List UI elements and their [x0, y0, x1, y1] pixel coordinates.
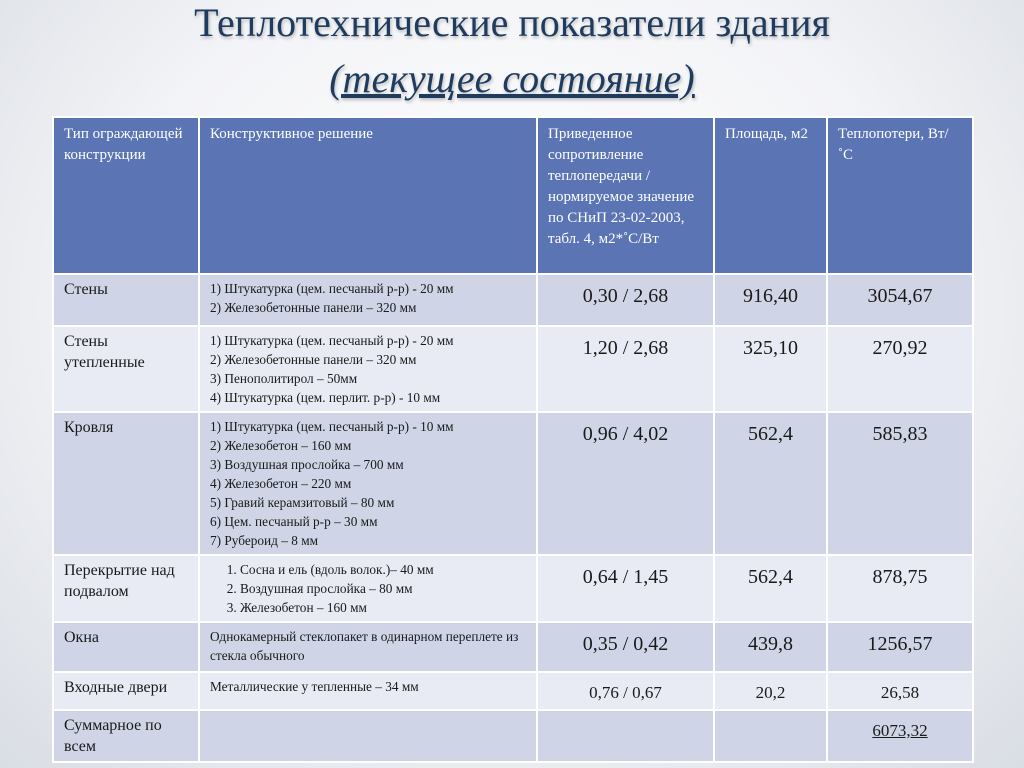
table-row-total [53, 710, 973, 762]
table-row [53, 555, 973, 622]
row-type: Стены утепленные [53, 326, 199, 412]
row-area-empty [714, 710, 827, 762]
table-row [53, 672, 973, 710]
title-main: Теплотехнические показатели здания [194, 0, 830, 45]
row-heat-loss: 1256,57 [827, 622, 973, 672]
layer-item: 1. Сосна и ель (вдоль волок.)– 40 мм [240, 560, 526, 579]
row-heat-loss: 26,58 [827, 672, 973, 710]
row-construction-empty [199, 710, 537, 762]
layer-item: 4) Штукатурка (цем. перлит. р-р) - 10 мм [210, 390, 441, 405]
slide-title [0, 0, 1024, 102]
row-construction [199, 412, 537, 555]
row-heat-loss-total [827, 710, 973, 762]
total-heat-loss: 6073,32 [872, 721, 928, 740]
row-area: 916,40 [714, 274, 827, 326]
row-area: 562,4 [714, 555, 827, 622]
row-construction [199, 555, 537, 622]
row-area: 562,4 [714, 412, 827, 555]
table-header-row [53, 117, 973, 274]
row-type: Кровля [53, 412, 199, 555]
row-type: Перекрытие над подвалом [53, 555, 199, 622]
layer-item: 7) Рубероид – 8 мм [210, 533, 319, 548]
row-type: Суммарное по всем [53, 710, 199, 762]
row-area: 439,8 [714, 622, 827, 672]
table-row [53, 622, 973, 672]
layer-item: 1) Штукатурка (цем. песчаный р-р) - 10 мм [210, 419, 454, 434]
table-row [53, 274, 973, 326]
layer-item: 6) Цем. песчаный р-р – 30 мм [210, 514, 378, 529]
table-row [53, 412, 973, 555]
row-construction: Металлические у тепленные – 34 мм [199, 672, 537, 710]
header-resistance: Приведенное сопротивление теплопередачи / нормируемое значение по СНиП 23-02-2003, табл. 4, м2*˚С/Вт [537, 117, 714, 274]
layer-item: 3) Воздушная прослойка – 700 мм [210, 457, 404, 472]
row-heat-loss: 585,83 [827, 412, 973, 555]
layer-item: 3. Железобетон – 160 мм [240, 598, 526, 617]
header-area: Площадь, м2 [714, 117, 827, 274]
row-area: 325,10 [714, 326, 827, 412]
row-area: 20,2 [714, 672, 827, 710]
row-construction [199, 326, 537, 412]
layer-item: 5) Гравий керамзитовый – 80 мм [210, 495, 395, 510]
layer-item: 2) Железобетонные панели – 320 мм [210, 300, 417, 315]
table-row [53, 326, 973, 412]
title-subtitle: (текущее состояние) [329, 56, 695, 101]
header-construction: Конструктивное решение [199, 117, 537, 274]
thermal-table [52, 116, 974, 763]
layer-item: 3) Пенополитирол – 50мм [210, 371, 358, 386]
row-resistance: 0,35 / 0,42 [537, 622, 714, 672]
layer-item: 2. Воздушная прослойка – 80 мм [240, 579, 526, 598]
row-construction [199, 274, 537, 326]
row-heat-loss: 3054,67 [827, 274, 973, 326]
row-construction: Однокамерный стеклопакет в одинарном переплете из стекла обычного [199, 622, 537, 672]
row-heat-loss: 270,92 [827, 326, 973, 412]
row-resistance-empty [537, 710, 714, 762]
header-type: Тип ограждающей конструкции [53, 117, 199, 274]
layer-item: 4) Железобетон – 220 мм [210, 476, 352, 491]
row-resistance: 0,96 / 4,02 [537, 412, 714, 555]
layer-item: 1) Штукатурка (цем. песчаный р-р) - 20 мм [210, 333, 454, 348]
row-heat-loss: 878,75 [827, 555, 973, 622]
row-type: Стены [53, 274, 199, 326]
row-resistance: 0,76 / 0,67 [537, 672, 714, 710]
row-resistance: 1,20 / 2,68 [537, 326, 714, 412]
layer-item: 2) Железобетон – 160 мм [210, 438, 352, 453]
row-resistance: 0,64 / 1,45 [537, 555, 714, 622]
layer-item: 1) Штукатурка (цем. песчаный р-р) - 20 мм [210, 281, 454, 296]
row-type: Окна [53, 622, 199, 672]
row-resistance: 0,30 / 2,68 [537, 274, 714, 326]
layer-item: 2) Железобетонные панели – 320 мм [210, 352, 417, 367]
row-type: Входные двери [53, 672, 199, 710]
header-heat-loss: Теплопотери, Вт/˚С [827, 117, 973, 274]
